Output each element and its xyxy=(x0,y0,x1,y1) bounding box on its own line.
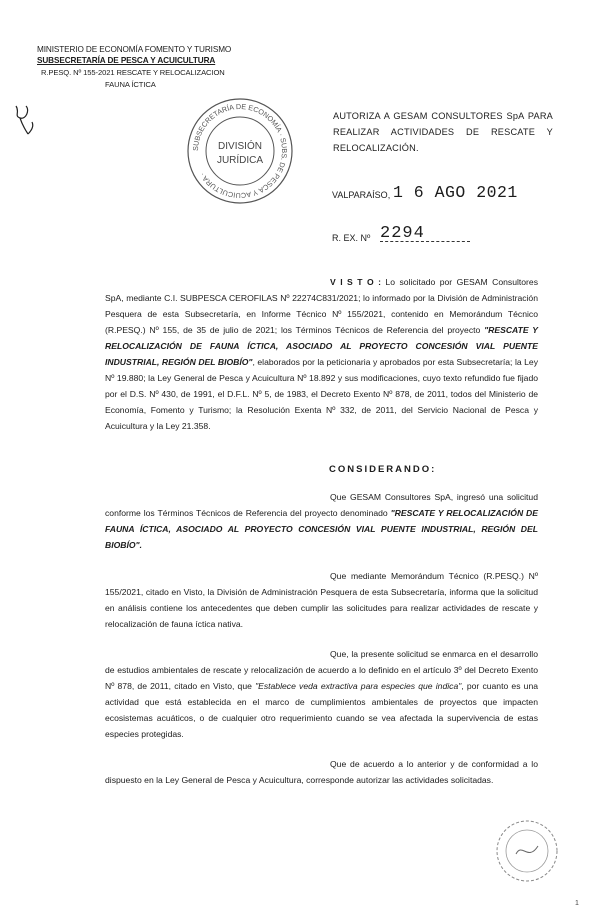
considerando-paragraph-1 xyxy=(105,489,538,553)
visto-paragraph xyxy=(105,274,538,434)
stamp-line-1: DIVISIÓN xyxy=(218,141,262,152)
page-number: 1 xyxy=(575,900,579,907)
resolution-label: R. EX. Nº xyxy=(332,233,371,243)
resolution-number-line xyxy=(380,241,470,242)
cons3-quote: "Establece veda extractiva para especies que indica" xyxy=(255,681,462,691)
reference-line: R.PESQ. Nº 155-2021 RESCATE Y RELOCALIZACION xyxy=(41,68,225,77)
cons3-text-a: Que, la presente solicitud se enmarca en el desarrollo de estudios ambientales de rescate y relocalización de acuerdo a lo definido en el artículo 3º del Decreto Exento Nº 878, de 2011, citado en Visto, que xyxy=(105,649,538,691)
visto-text-a: Lo solicitado por GESAM Consultores SpA, mediante C.I. SUBPESCA CEROFILAS Nº 22274C831/2021; lo informado por la División de Administración Pesquera de esta Subsecretaría, en Informe Técnico Nº 155/2021, contenido en Memorándum Técnico (R.PESQ.) Nº 155, de 35 de julio de 2021; los Términos Técnicos de Referencia del proyecto xyxy=(105,277,538,335)
visto-heading: V I S T O : xyxy=(330,277,381,287)
cons1-project-name: "RESCATE Y RELOCALIZACIÓN DE FAUNA ÍCTICA, ASOCIADO AL PROYECTO CONCESIÓN VIAL PUENTE INDUSTRIAL, REGIÓN DEL BIOBÍO". xyxy=(105,508,538,550)
considerando-paragraph-2: Que mediante Memorándum Técnico (R.PESQ.) Nº 155/2021, citado en Visto, la División de Administración Pesquera de esta Subsecretaría, informa que la solicitud en análisis contiene los antecedentes que deben cumplir las solicitudes para realizar actividades de rescate y relocalización de fauna íctica nativa. xyxy=(105,571,538,629)
considerando-paragraph-4: Que de acuerdo a lo anterior y de conformidad a lo dispuesto en la Ley General de Pesca y Acuicultura, corresponde autorizar las actividades solicitadas. xyxy=(105,759,538,785)
date-city: VALPARAÍSO, xyxy=(332,190,391,200)
resolution-title: AUTORIZA A GESAM CONSULTORES SpA PARA REALIZAR ACTIVIDADES DE RESCATE Y RELOCALIZACIÓN. xyxy=(333,111,553,153)
date-stamp: 1 6 AGO 2021 xyxy=(393,183,518,202)
stamp-ring-text: SUBSECRETARÍA DE ECONOMÍA · SUBS. DE PESCA Y ACUICULTURA · xyxy=(190,101,290,201)
resolution-number: 2294 xyxy=(380,224,425,243)
visto-text-b: , elaborados por la peticionaria y aprobados por esta Subsecretaría; la Ley Nº 19.880; la Ley General de Pesca y Acuicultura Nº 18.892 y sus modificaciones, cuyo texto refundido fue fijado por el D.S. Nº 430, de 1991, el D.F.L. Nº 5, de 1983, el Decreto Exento Nº 878, de 2011, todos del Ministerio de Economía, Fomento y Turismo; la Resolución Exenta Nº 332, de 2011, del Servicio Nacional de Pesca y Acuicultura y la Ley 21.358. xyxy=(105,357,538,431)
considerando-heading: CONSIDERANDO: xyxy=(329,464,437,475)
visto-project-name: "RESCATE Y RELOCALIZACIÓN DE FAUNA ÍCTICA, ASOCIADO AL PROYECTO CONCESIÓN VIAL PUENTE INDUSTRIAL, REGIÓN DEL BIOBÍO" xyxy=(105,325,538,367)
cons1-text: Que GESAM Consultores SpA, ingresó una solicitud conforme los Términos Técnicos de Referencia del proyecto denominado xyxy=(105,492,538,518)
considerando-paragraph-3 xyxy=(105,646,538,742)
division-juridica-stamp xyxy=(184,95,296,207)
cons3-text-b: , por cuanto es una actividad que está establecida en el marco de cumplimientos ambientales de proyectos que impacten ecosistemas acuáticos, o de cualquier otro requerimiento cuando se vea afectada la supervivencia de estas especies protegidas. xyxy=(105,681,539,739)
initials-stamp xyxy=(494,818,560,884)
ministry-header: MINISTERIO DE ECONOMÍA FOMENTO Y TURISMO xyxy=(37,45,232,54)
stamp-line-2: JURÍDICA xyxy=(216,155,264,166)
undersecretariat-header: SUBSECRETARÍA DE PESCA Y ACUICULTURA xyxy=(37,56,216,65)
reference-line-cont: FAUNA ÍCTICA xyxy=(105,80,156,89)
handwritten-mark xyxy=(10,100,40,140)
